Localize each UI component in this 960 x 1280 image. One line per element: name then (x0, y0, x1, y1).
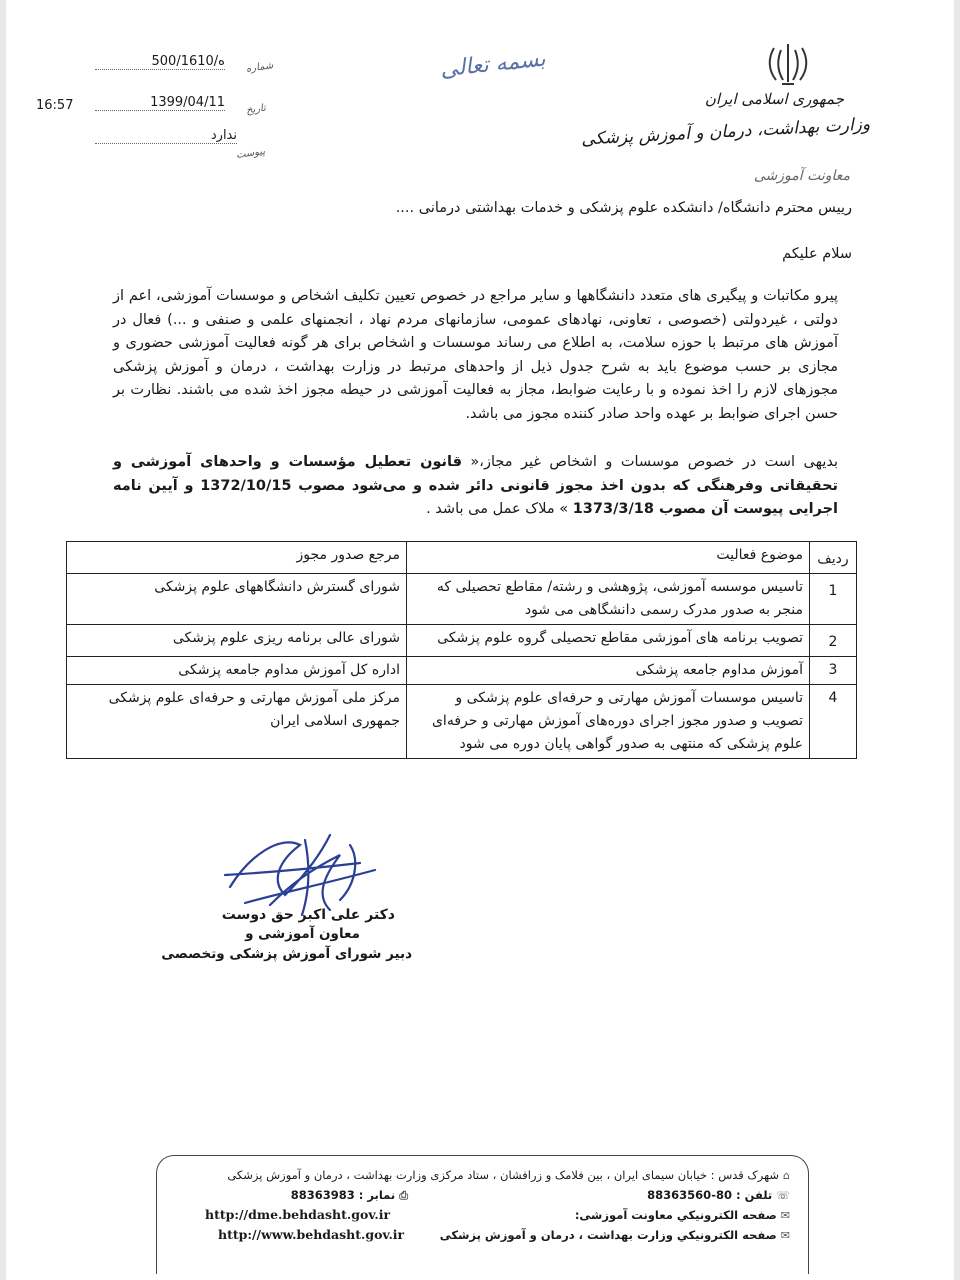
header-row-number: ردیف (810, 542, 857, 574)
letter-number-row (95, 54, 225, 70)
footer-ministry-site (440, 1228, 790, 1242)
phone-icon: ☏ (776, 1189, 790, 1202)
issuing-authority: شورای عالی برنامه ریزی علوم پزشکی (67, 625, 407, 657)
paragraph-law (113, 451, 838, 522)
attachment-value: ندارد (95, 128, 237, 144)
footer-edu-site-label: صفحه الکترونیکي معاونت آموزشی: (574, 1208, 777, 1222)
mail-icon: ✉ (780, 1229, 790, 1242)
activity-subject: تاسیس موسسه آموزشی، پژوهشی و رشته/ مقاطع تحصیلی که منجر به صدور مدرک رسمی دانشگاهی می شود (407, 574, 810, 625)
activity-subject: آموزش مداوم جامعه پزشکی (407, 657, 810, 685)
salutation: سلام علیکم (782, 246, 852, 262)
paragraph-law-end: » ملاک عمل می باشد . (426, 501, 569, 517)
ministry-site-link[interactable]: http://www.behdasht.gov.ir (218, 1227, 405, 1242)
footer-fax (291, 1188, 408, 1203)
signatory-title-line1: معاون آموزشی و (245, 926, 360, 942)
footer-phone-text: تلفن : 80-88363560 (647, 1188, 773, 1202)
letter-date: 1399/04/11 (95, 95, 225, 111)
addressee-line: رییس محترم دانشگاه/ دانشکده علوم پزشکی و خدمات بهداشتی درمانی .... (395, 200, 852, 216)
table-row (67, 625, 857, 657)
issuing-authority: مرکز ملی آموزش مهارتی و حرفه‌ای علوم پزشکی جمهوری اسلامی ایران (67, 685, 407, 759)
footer-fax-text: نمابر : 88363983 (290, 1188, 396, 1202)
table-row (67, 657, 857, 685)
row-number: 1 (810, 574, 857, 625)
paragraph-law-start: بدیهی است در خصوص موسسات و اشخاص غیر مجاز،« (470, 454, 839, 470)
letter-number-label: شماره (245, 60, 274, 75)
footer-phone (647, 1188, 790, 1202)
issuing-authority: شورای گسترش دانشگاههای علوم پزشکی (67, 574, 407, 625)
table-header-row (67, 542, 857, 574)
iran-emblem-icon (764, 40, 812, 88)
footer-edu-site (575, 1208, 790, 1222)
edu-site-link[interactable]: http://dme.behdasht.gov.ir (205, 1207, 391, 1222)
header-issuing-authority: مرجع صدور مجوز (67, 542, 407, 574)
law-title: قانون تعطیل مؤسسات و واحدهای آموزشی و تحقیقاتی وفرهنگی که بدون اخذ مجوز قانونی دائر شده و می‌شود مصوب 1372/10/15 و آیین نامه اجرایی پیوست آن مصوب 1373/3/18 (113, 454, 838, 517)
license-authority-table (66, 541, 857, 759)
fax-icon: ⎙ (399, 1189, 408, 1202)
footer-address-text: شهرک قدس : خیابان سیمای ایران ، بین فلامک و زرافشان ، ستاد مرکزی وزارت بهداشت ، درمان و آموزش پزشکی (227, 1168, 780, 1182)
address-icon: ⌂ (783, 1169, 790, 1182)
table-row (67, 685, 857, 759)
paragraph-main: پیرو مکاتبات و پیگیری های متعدد دانشگاهها و سایر مراجع در خصوص تعیین تکلیف اشخاص و موسسات آموزشی، اعم از دولتی ، غیردولتی (خصوصی ، تعاونی، نهادهای عمومی، سازمانهای مردم نهاد ، انجمنهای علمی و صنفی و ...) فعال در آموزش های مرتبط با حوزه سلامت، به اطلاع می رساند موسسات و اشخاص برای هر گونه فعالیت آموزشی حضوری و مجازی بر حسب موضوع باید به شرح جدول ذیل از واحدهای مرتبط در وزارت بهداشت ، درمان و آموزش پزشکی مجوزهای لازم را اخذ نموده و با رعایت ضوابط، مجاز به فعالیت آموزشی در حیطه مجوز اخذ شده می باشند. نظارت بر حسن اجرای ضوابط بر عهده واحد صادر کننده مجوز می باشد. (113, 288, 838, 422)
footer-ministry-site-label: صفحه الکترونیکي وزارت بهداشت ، درمان و آموزش پزشکی (439, 1228, 777, 1242)
row-number: 4 (810, 685, 857, 759)
row-number: 3 (810, 657, 857, 685)
deputy-title: معاونت آموزشی (753, 168, 850, 184)
letter-date-label: تاریخ (245, 102, 267, 117)
signatory-title-line2: دبیر شورای آموزش پزشکی وتخصصی (161, 946, 412, 962)
activity-subject: تصویب برنامه های آموزشی مقاطع تحصیلی گروه علوم پزشکی (407, 625, 810, 657)
attachment-label: پیوست (235, 146, 266, 161)
row-number: 2 (810, 625, 857, 657)
time-stamp: 16:57 (36, 98, 74, 113)
activity-subject: تاسیس موسسات آموزش مهارتی و حرفه‌ای علوم پزشکی و تصویب و صدور مجوز اجرای دوره‌های آموزش مهارتی و حرفه‌ای علوم پزشکی که منتهی به صدور گواهی پایان دوره می شود (407, 685, 810, 759)
letter-date-row (95, 95, 225, 111)
republic-title: جمهوری اسلامی ایران (704, 90, 844, 108)
header-activity-subject: موضوع فعالیت (407, 542, 810, 574)
table-row (67, 574, 857, 625)
attachment-row (95, 128, 237, 144)
signatory-name: دکتر علی اکبر حق دوست (221, 907, 395, 923)
issuing-authority: اداره کل آموزش مداوم جامعه پزشکی (67, 657, 407, 685)
footer-address (227, 1168, 790, 1182)
letter-number: ه/500/1610 (95, 54, 225, 70)
mail-icon: ✉ (780, 1209, 790, 1222)
ministry-title: وزارت بهداشت، درمان و آموزش پزشکی (580, 114, 871, 150)
bismillah-heading: بسمه تعالی (438, 46, 547, 83)
